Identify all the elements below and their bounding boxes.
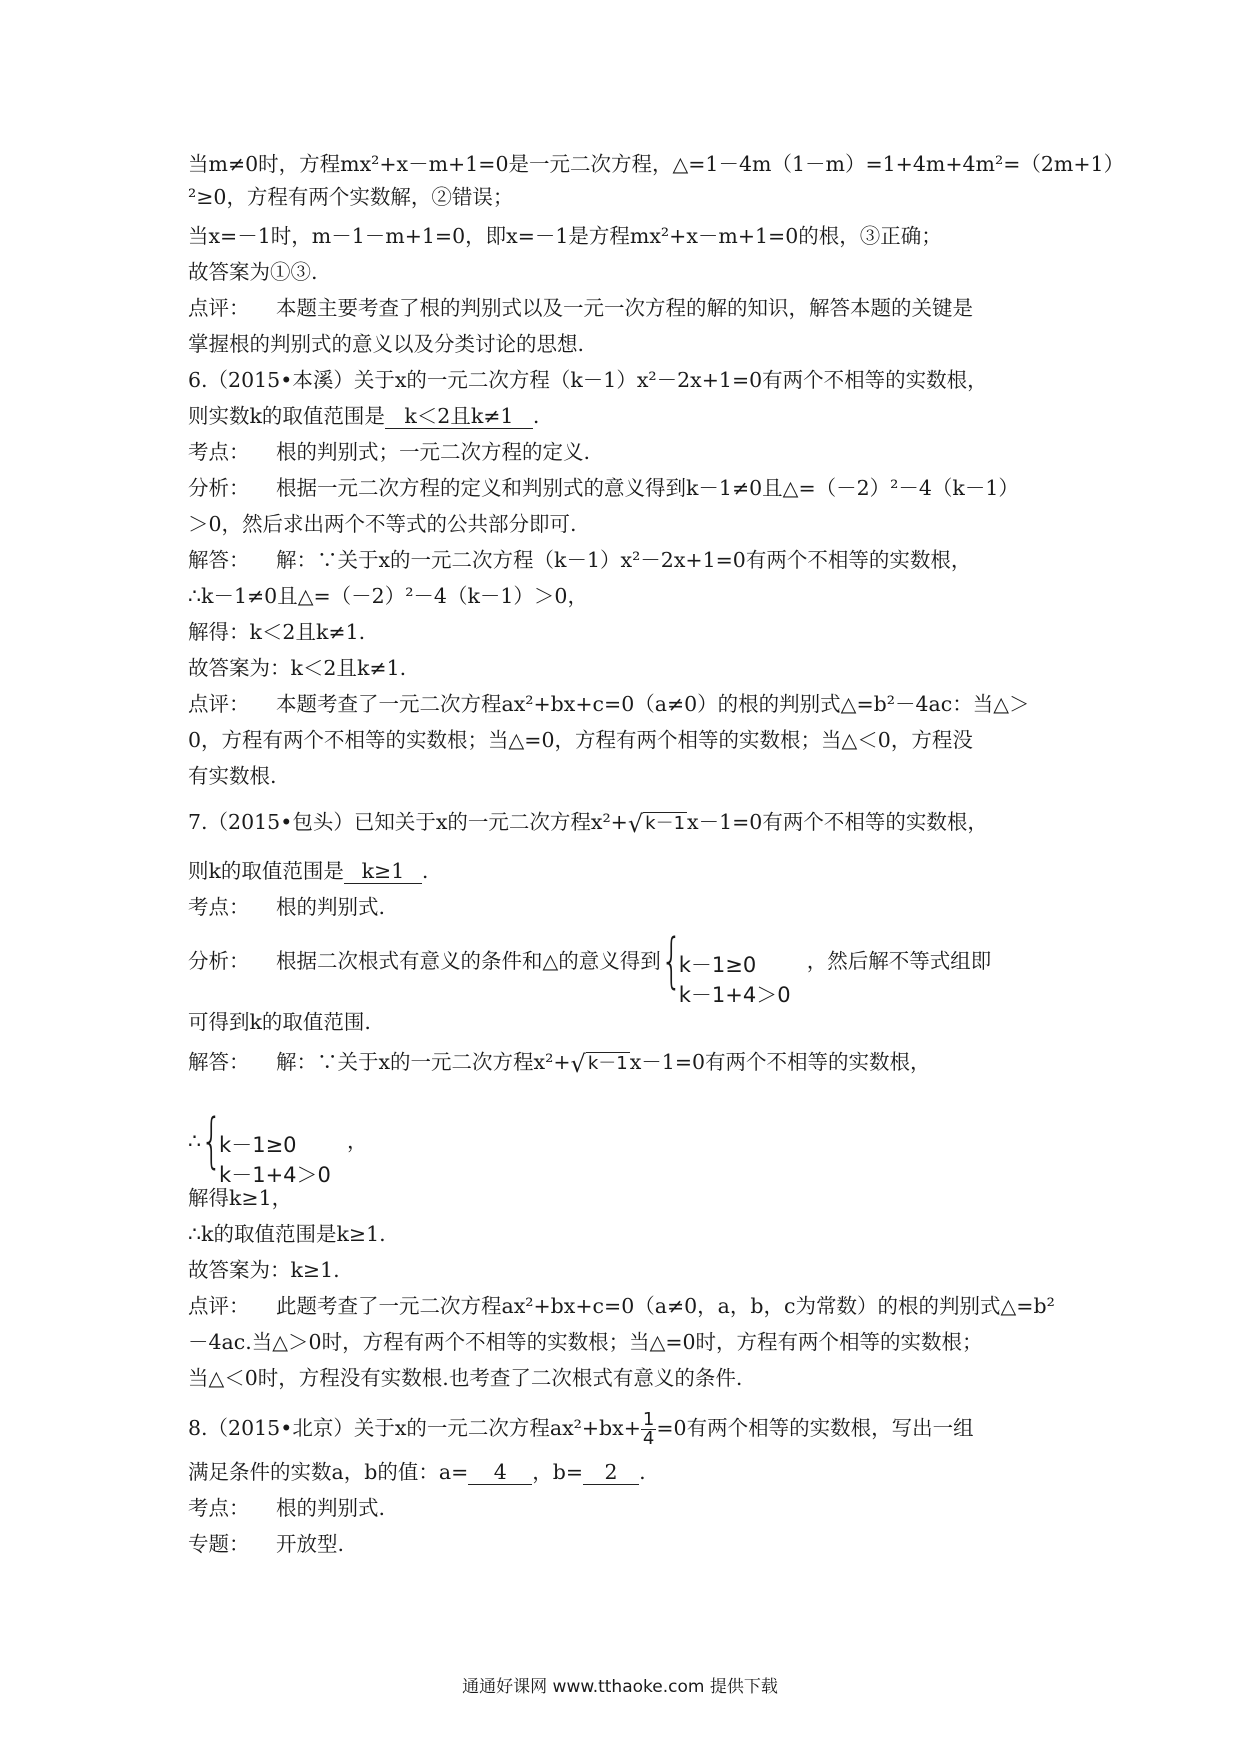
text-line xyxy=(188,1105,368,1187)
text-line: 有实数根. xyxy=(188,764,277,788)
kaodian-label: 考点： xyxy=(188,895,250,919)
text-line: ∴k－1≠0且△=（－2）²－4（k－1）＞0， xyxy=(188,584,588,608)
text-span: 解：∵关于x的一元二次方程x²+ xyxy=(276,1050,571,1074)
text-span: . xyxy=(532,404,540,428)
dianping-text: 本题考查了一元二次方程ax²+bx+c=0（a≠0）的根的判别式△=b²－4ac：当△＞ xyxy=(276,692,1030,716)
answer-blank: k≥1 xyxy=(344,859,422,884)
dianping-text: 此题考查了一元二次方程ax²+bx+c=0（a≠0，a，b，c为常数）的根的判别式△=b² xyxy=(276,1294,1055,1318)
kaodian-line xyxy=(188,893,385,921)
fraction xyxy=(641,1411,656,1448)
text-span: ∴ xyxy=(188,1129,202,1153)
text-line: 当m≠0时，方程mx²+x－m+1=0是一元二次方程，△=1－4m（1－m）=1+4m+4m²=（2m+1） xyxy=(188,152,1125,176)
text-line: ∴k的取值范围是k≥1. xyxy=(188,1222,386,1246)
sqrt-expression: √ k－1 xyxy=(627,810,686,838)
text-line: 解得k≥1， xyxy=(188,1186,293,1210)
text-span: =0有两个相等的实数根，写出一组 xyxy=(656,1416,974,1440)
zhuanti-label: 专题： xyxy=(188,1532,250,1556)
fenxi-text: 根据一元二次方程的定义和判别式的意义得到k－1≠0且△=（－2）²－4（k－1） xyxy=(276,476,1019,500)
inequality-system xyxy=(201,1105,347,1187)
system-row: k－1≥0 xyxy=(219,1132,297,1157)
dianping-label: 点评： xyxy=(188,1294,250,1318)
jieda-text: 解：∵关于x的一元二次方程（k－1）x²－2x+1=0有两个不相等的实数根， xyxy=(276,548,972,572)
dianping-line xyxy=(188,690,1029,718)
fraction-numerator: 1 xyxy=(642,1409,655,1430)
text-span: ， xyxy=(347,1129,368,1153)
question-8-blank-line xyxy=(188,1458,646,1486)
text-line: 可得到k的取值范围. xyxy=(188,1010,371,1034)
answer-blank-a: 4 xyxy=(468,1460,532,1485)
zhuanti-text: 开放型. xyxy=(276,1532,345,1556)
text-line: ²≥0，方程有两个实数解，②错误； xyxy=(188,185,514,209)
kaodian-label: 考点： xyxy=(188,1496,250,1520)
text-span: 8.（2015•北京）关于x的一元二次方程ax²+bx+ xyxy=(188,1416,641,1440)
kaodian-text: 根的判别式；一元二次方程的定义. xyxy=(276,440,591,464)
sqrt-radicand: k－1 xyxy=(587,1053,628,1074)
kaodian-line xyxy=(188,438,590,466)
text-span: 则实数k的取值范围是 xyxy=(188,404,385,428)
dianping-line xyxy=(188,1292,1055,1320)
text-line: 0，方程有两个不相等的实数根；当△=0，方程有两个相等的实数根；当△＜0，方程没 xyxy=(188,728,973,752)
text-span: 7.（2015•包头）已知关于x的一元二次方程x²+ xyxy=(188,810,628,834)
jieda-line xyxy=(188,546,971,574)
text-line: ＞0，然后求出两个不等式的公共部分即可. xyxy=(188,512,577,536)
fenxi-line xyxy=(188,474,1019,502)
text-span: ，然后解不等式组即 xyxy=(806,949,992,973)
text-line: －4ac.当△＞0时，方程有两个不相等的实数根；当△=0时，方程有两个相等的实数根； xyxy=(188,1330,983,1354)
sqrt-expression: √ k－1 xyxy=(570,1050,628,1078)
text-span: . xyxy=(421,859,429,883)
system-row: k－1+4＞0 xyxy=(678,982,791,1007)
fenxi-line xyxy=(188,925,992,1007)
comment-text: 本题主要考查了根的判别式以及一元一次方程的解的知识，解答本题的关键是 xyxy=(276,296,973,320)
fraction-denominator: 4 xyxy=(642,1428,655,1449)
text-span: 满足条件的实数a，b的值：a= xyxy=(188,1460,469,1484)
answer-blank-b: 2 xyxy=(583,1460,639,1485)
jieda-label: 解答： xyxy=(188,1050,250,1074)
question-7-stem xyxy=(188,808,988,838)
dianping-label: 点评： xyxy=(188,692,250,716)
question-7-blank-line xyxy=(188,857,428,885)
system-row: k－1≥0 xyxy=(678,952,757,977)
kaodian-text: 根的判别式. xyxy=(276,895,386,919)
text-span: ，b= xyxy=(532,1460,584,1484)
text-line: 解得：k＜2且k≠1. xyxy=(188,620,366,644)
answer-blank: k＜2且k≠1 xyxy=(385,404,533,429)
inequality-system xyxy=(660,925,807,1007)
text-line: 掌握根的判别式的意义以及分类讨论的思想. xyxy=(188,332,585,356)
text-span: x－1=0有两个不相等的实数根， xyxy=(687,810,988,834)
sqrt-radicand: k－1 xyxy=(645,813,686,834)
kaodian-text: 根的判别式. xyxy=(276,1496,386,1520)
brace-icon: { xyxy=(660,925,682,996)
text-span: 则k的取值范围是 xyxy=(188,859,344,883)
question-6-stem: 6.（2015•本溪）关于x的一元二次方程（k－1）x²－2x+1=0有两个不相等的实数根， xyxy=(188,368,988,392)
text-span: 根据二次根式有意义的条件和△的意义得到 xyxy=(276,949,661,973)
kaodian-label: 考点： xyxy=(188,440,250,464)
zhuanti-line xyxy=(188,1530,344,1558)
text-line: 当△＜0时，方程没有实数根.也考查了二次根式有意义的条件. xyxy=(188,1366,743,1390)
text-line: 当x=－1时，m－1－m+1=0，即x=－1是方程mx²+x－m+1=0的根，③正确； xyxy=(188,224,942,248)
comment-label: 点评： xyxy=(188,296,250,320)
text-line: 故答案为：k＜2且k≠1. xyxy=(188,656,407,680)
text-line: 故答案为：k≥1. xyxy=(188,1258,340,1282)
text-span: . xyxy=(639,1460,646,1484)
jieda-line xyxy=(188,1048,931,1078)
comment-line xyxy=(188,294,973,322)
text-line: 故答案为①③. xyxy=(188,260,318,284)
kaodian-line xyxy=(188,1494,385,1522)
fenxi-label: 分析： xyxy=(188,949,250,973)
question-8-stem xyxy=(188,1406,974,1450)
question-6-blank-line xyxy=(188,402,539,430)
brace-icon: { xyxy=(201,1105,223,1176)
system-row: k－1+4＞0 xyxy=(219,1162,331,1187)
fenxi-label: 分析： xyxy=(188,476,250,500)
jieda-label: 解答： xyxy=(188,548,250,572)
page-footer: 通通好课网 www.tthaoke.com 提供下载 xyxy=(462,1677,778,1697)
text-span: x－1=0有两个不相等的实数根， xyxy=(629,1050,931,1074)
